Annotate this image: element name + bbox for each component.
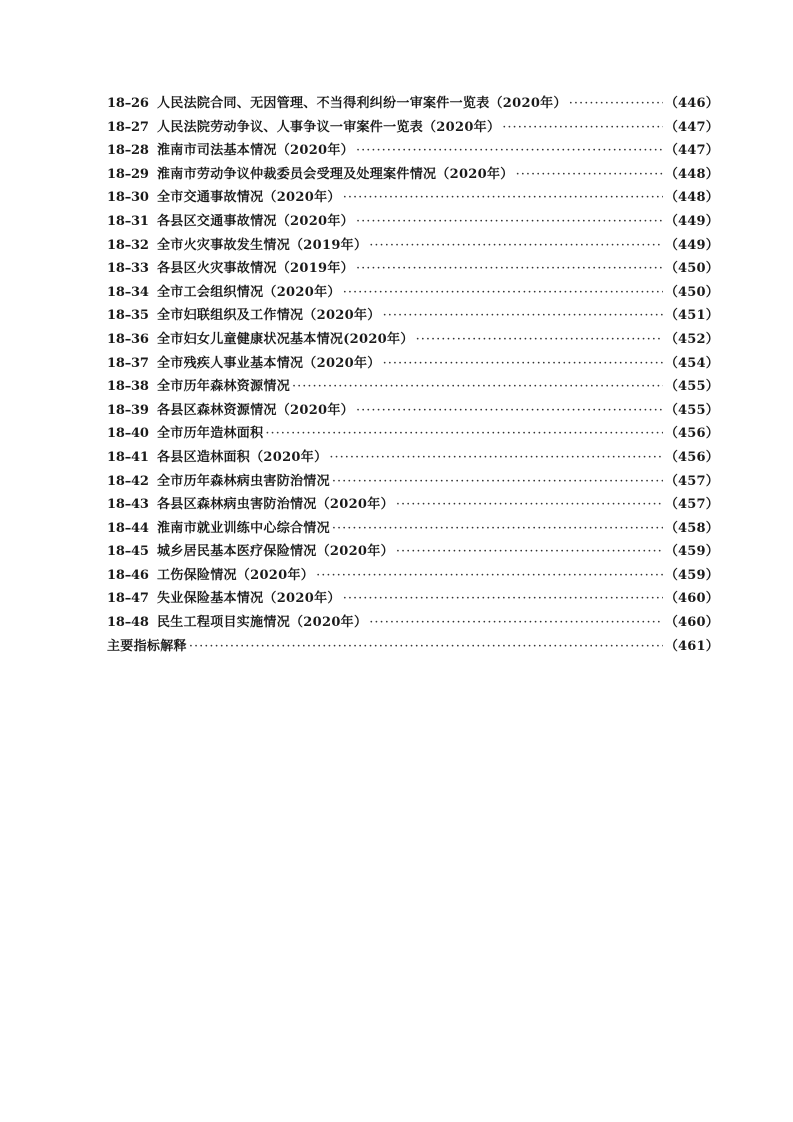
toc-entry[interactable]: [107, 422, 719, 446]
toc-entry-page: （456）: [664, 426, 719, 442]
toc-entries: [107, 92, 719, 635]
table-of-contents: [107, 92, 719, 658]
toc-entry-page: （455）: [664, 379, 719, 395]
toc-entry-title: 全市历年造林面积: [157, 426, 264, 442]
toc-entry-number: 18–28: [107, 143, 149, 159]
toc-entry-title: 各县区森林资源情况（2020年）: [157, 402, 354, 418]
toc-entry-page: （451）: [664, 308, 719, 324]
toc-entry[interactable]: [107, 210, 719, 234]
toc-entry-page: （449）: [664, 237, 719, 253]
toc-entry[interactable]: [107, 186, 719, 210]
dot-leader: [369, 234, 663, 258]
toc-entry-title: 全市历年森林资源情况: [157, 379, 291, 395]
toc-entry[interactable]: [107, 234, 719, 258]
toc-entry-number: 18–48: [107, 615, 149, 631]
dot-leader: [292, 375, 663, 399]
dot-leader: [356, 257, 663, 281]
toc-entry-page: （454）: [664, 355, 719, 371]
toc-entry-number: 18–44: [107, 520, 149, 536]
toc-entry-number: 18–47: [107, 591, 149, 607]
toc-entry-number: 18–32: [107, 237, 149, 253]
toc-entry[interactable]: [107, 352, 719, 376]
toc-entry-page: （452）: [664, 331, 719, 347]
toc-entry[interactable]: [107, 564, 719, 588]
dot-leader: [396, 540, 663, 564]
dot-leader: [396, 493, 663, 517]
toc-entry-page: （460）: [664, 591, 719, 607]
toc-entry-title: 全市工会组织情况（2020年）: [157, 284, 341, 300]
dot-leader: [329, 446, 662, 470]
dot-leader: [383, 304, 663, 328]
dot-leader: [343, 186, 663, 210]
toc-entry-page: （448）: [664, 190, 719, 206]
toc-entry-number: 18–27: [107, 119, 149, 135]
toc-entry-page: （446）: [664, 96, 719, 111]
toc-entry-page: （460）: [664, 615, 719, 631]
toc-entry-title: 城乡居民基本医疗保险情况（2020年）: [157, 544, 394, 560]
toc-entry-number: 18–34: [107, 284, 149, 300]
toc-entry[interactable]: [107, 116, 719, 140]
toc-entry-page: （461）: [664, 638, 719, 654]
dot-leader: [356, 139, 663, 163]
dot-leader: [343, 281, 663, 305]
toc-entry-title: 主要指标解释: [107, 638, 187, 654]
toc-entry-page: （450）: [664, 261, 719, 277]
dot-leader: [356, 399, 663, 423]
toc-entry-number: 18–40: [107, 426, 149, 442]
dot-leader: [332, 517, 663, 541]
toc-entry-title: 各县区造林面积（2020年）: [157, 449, 328, 465]
toc-entry-page: （457）: [664, 473, 719, 489]
toc-entry-number: 18–33: [107, 261, 149, 277]
toc-entry-page: （459）: [664, 567, 719, 583]
toc-entry-number: 18–38: [107, 379, 149, 395]
toc-entry-number: 18–37: [107, 355, 149, 371]
toc-entry-title: 全市妇女儿童健康状况基本情况(2020年）: [157, 331, 414, 347]
toc-entry-indicator-explanations[interactable]: [107, 635, 719, 659]
toc-entry[interactable]: [107, 328, 719, 352]
toc-entry-number: 18–41: [107, 449, 149, 465]
dot-leader: [416, 328, 663, 352]
toc-entry-title: 民生工程项目实施情况（2020年）: [157, 615, 368, 631]
toc-entry-title: 工伤保险情况（2020年）: [157, 567, 315, 583]
toc-entry-page: （455）: [664, 402, 719, 418]
toc-entry-number: 18–43: [107, 497, 149, 513]
toc-entry[interactable]: [107, 517, 719, 541]
toc-entry-number: 18–42: [107, 473, 149, 489]
toc-entry-page: （449）: [664, 213, 719, 229]
toc-entry-number: 18–36: [107, 331, 149, 347]
toc-entry-page: （450）: [664, 284, 719, 300]
toc-entry-title: 全市妇联组织及工作情况（2020年）: [157, 308, 381, 324]
toc-entry-title: 淮南市司法基本情况（2020年）: [157, 143, 354, 159]
dot-leader: [383, 352, 663, 376]
toc-entry-number: 18–46: [107, 567, 149, 583]
toc-entry[interactable]: [107, 281, 719, 305]
toc-entry-number: 18–45: [107, 544, 149, 560]
toc-entry[interactable]: [107, 493, 719, 517]
toc-entry[interactable]: [107, 470, 719, 494]
toc-entry-page: （448）: [664, 166, 719, 182]
toc-entry[interactable]: [107, 540, 719, 564]
dot-leader: [189, 635, 663, 659]
toc-entry[interactable]: [107, 375, 719, 399]
toc-entry-page: （447）: [664, 143, 719, 159]
toc-entry-title: 全市交通事故情况（2020年）: [157, 190, 341, 206]
toc-entry[interactable]: [107, 92, 719, 116]
toc-entry-page: （447）: [664, 119, 719, 135]
toc-entry-number: 18–35: [107, 308, 149, 324]
toc-entry[interactable]: [107, 611, 719, 635]
dot-leader: [265, 422, 662, 446]
toc-entry-title: 人民法院合同、无因管理、不当得利纠纷一审案件一览表（2020年）: [157, 96, 567, 111]
toc-entry[interactable]: [107, 587, 719, 611]
dot-leader: [356, 210, 663, 234]
toc-entry-title: 淮南市就业训练中心综合情况: [157, 520, 330, 536]
toc-entry-title: 全市火灾事故发生情况（2019年）: [157, 237, 368, 253]
toc-entry[interactable]: [107, 446, 719, 470]
toc-entry-title: 全市残疾人事业基本情况（2020年）: [157, 355, 381, 371]
toc-entry[interactable]: [107, 257, 719, 281]
toc-entry-title: 失业保险基本情况（2020年）: [157, 591, 341, 607]
dot-leader: [516, 163, 663, 187]
toc-entry-title: 全市历年森林病虫害防治情况: [157, 473, 330, 489]
toc-entry-page: （456）: [664, 449, 719, 465]
toc-entry[interactable]: [107, 304, 719, 328]
toc-entry[interactable]: [107, 163, 719, 187]
toc-entry-page: （457）: [664, 497, 719, 513]
toc-entry[interactable]: [107, 399, 719, 423]
toc-entry-number: 18–39: [107, 402, 149, 418]
toc-entry-number: 18–30: [107, 190, 149, 206]
toc-entry-title: 各县区火灾事故情况（2019年）: [157, 261, 354, 277]
toc-entry-title: 人民法院劳动争议、人事争议一审案件一览表（2020年）: [157, 119, 501, 135]
dot-leader: [343, 587, 663, 611]
toc-entry[interactable]: [107, 139, 719, 163]
toc-entry-page: （459）: [664, 544, 719, 560]
toc-entry-title: 各县区森林病虫害防治情况（2020年）: [157, 497, 394, 513]
dot-leader: [502, 116, 663, 140]
toc-entry-title: 淮南市劳动争议仲裁委员会受理及处理案件情况（2020年）: [157, 166, 514, 182]
toc-entry-number: 18–26: [107, 96, 149, 111]
toc-entry-number: 18–31: [107, 213, 149, 229]
dot-leader: [332, 470, 663, 494]
toc-entry-number: 18–29: [107, 166, 149, 182]
dot-leader: [369, 611, 663, 635]
dot-leader: [569, 92, 663, 116]
dot-leader: [316, 564, 663, 588]
toc-entry-page: （458）: [664, 520, 719, 536]
toc-entry-title: 各县区交通事故情况（2020年）: [157, 213, 354, 229]
